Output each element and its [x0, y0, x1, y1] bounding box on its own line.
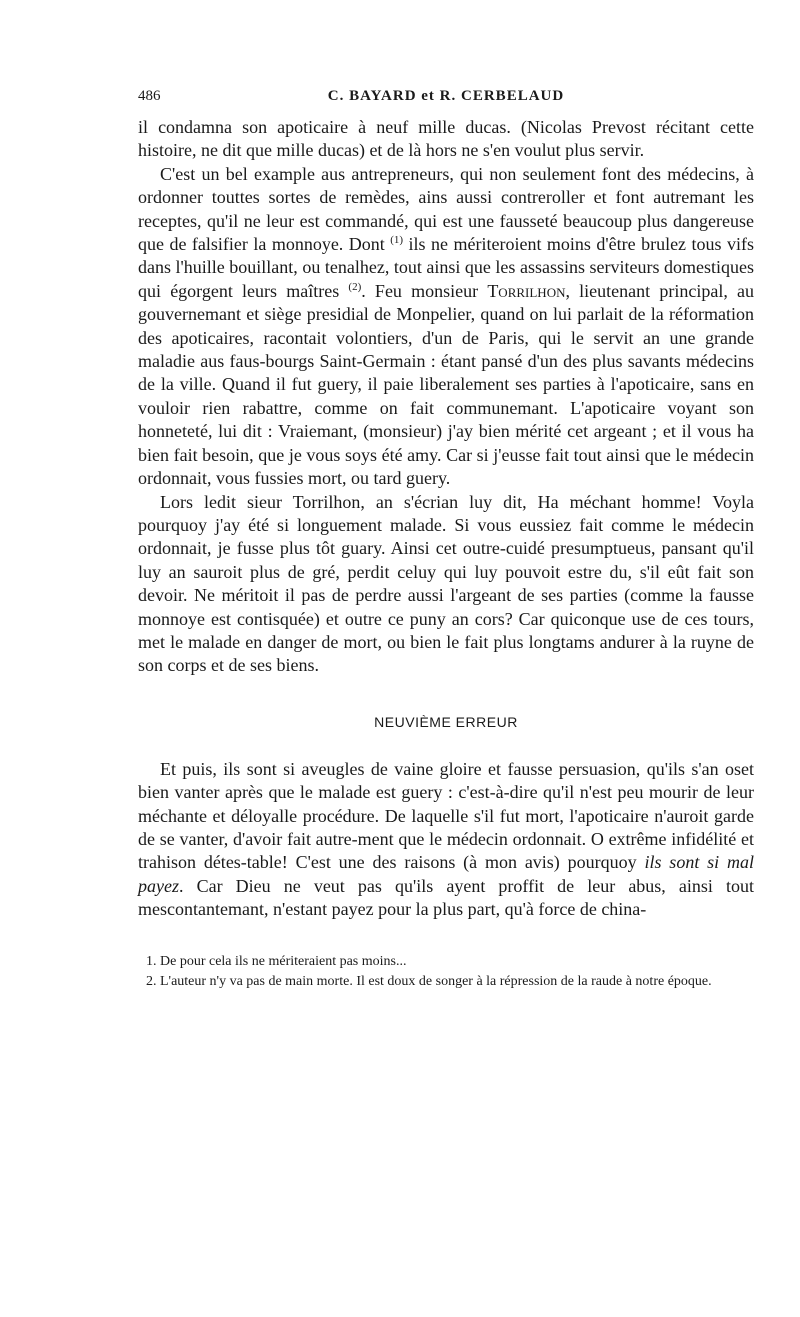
paragraph-4-text-b: . Car Dieu ne veut pas qu'ils ayent proffit de leur abus, ainsi tout mescontantemant, n'estant payez pour la plus part, qu'à force de china-: [138, 875, 754, 920]
paragraph-3-text: Lors ledit sieur Torrilhon, an s'écrian luy dit, Ha méchant homme! Voyla pourquoy j'ay été si longuement malade. Si vous eussiez fait comme le médecin ordonnait, je fusse plus tôt guary. Ainsi cet outre-cuidé presumptueus, pansant qu'il luy an sauroit plus de gré, perdit celuy qui luy pouvoit estre du, s'il eût fait son devoir. Ne méritoit il pas de perdre aussi l'argeant de ses parties (comme la fausse monnoye est contisquée) et outre ce puny an cors? Car quiconque use de ces tours, met le malade en danger de mort, ou bien le fait plus longtams andurer à la ruyne de son corps et de ses biens.: [138, 491, 754, 676]
footnote-1: 1. De pour cela ils ne mériteraient pas moins...: [146, 953, 407, 969]
paragraph-1-text: il condamna son apoticaire à neuf mille ducas. (Nicolas Prevost récitant cette histoire, ne dit que mille ducas) et de là hors ne s'en voulut plus servir.: [138, 117, 754, 161]
footnote-ref-1: (1): [390, 234, 404, 247]
footnotes: [138, 952, 754, 992]
paragraph-2-text-c: . Feu monsieur: [361, 280, 488, 301]
section-title: NEUVIÈME ERREUR: [374, 713, 518, 730]
paragraph-4-italic: ils sont si mal payez: [138, 852, 754, 896]
footnote-ref-2: (2): [348, 280, 362, 293]
page-header: [138, 88, 754, 114]
page-number: 486: [138, 88, 161, 104]
page-body: [138, 116, 754, 922]
paragraph-2-text-d: , lieutenant principal, au gouvernemant et siège presidial de Monpelier, quand on lui parlait de la réformation des apoticaires, racontait volontiers, d'un de Paris, qui le servit an une grande maladie aus faus-bourgs Saint-Germain : étant pansé d'un des plus savants médecins de la ville. Quand il fut guery, il paie liberalement ses parties à l'apoticaire, sans en vouloir rien rabattre, comme on fait communemant. L'apoticaire voyant son honneteté, lui dit : Vraiemant, (monsieur) j'ay bien mérité cet argeant ; et il vous ha bien fait besoin, que je vous soys été amy. Car si j'eusse fait tout ainsi que le médecin ordonnait, vous fussies mort, ou tard guery.: [138, 280, 755, 489]
paragraph-4: [138, 758, 754, 922]
name-torrilhon: Torrilhon: [487, 280, 566, 301]
paragraph-2-text-a: C'est un bel example aus antrepreneurs, qui non seulement font des médecins, à ordonner touttes sortes de remèdes, ains aussi contreroller et font autremant les receptes, qu'il ne leur est commandé, qui est une fausseté beaucoup plus dangereuse que de falsifier la monnoye. Dont: [138, 163, 754, 255]
paragraph-1: [138, 116, 754, 163]
paragraph-3: [138, 491, 754, 678]
paragraph-2-text-b: ils ne mériteroient moins d'être brulez tous vifs dans l'huille bouillant, ou tenalhez, tout ainsi que les assassins serviteurs domestiques qui égorgent leurs maîtres: [138, 234, 754, 301]
paragraph-2: [138, 163, 754, 491]
book-page: [138, 88, 754, 992]
paragraph-4-text-a: Et puis, ils sont si aveugles de vaine gloire et fausse persuasion, qu'ils s'an oset bien vanter après que le malade est guery : c'est-à-dire qu'il n'est peu mourir de leur méchante et déloyalle procédure. De laquelle s'il fut mort, l'apoticaire n'auroit garde de se vanter, d'avoir fait autre-ment que le médecin ordonnait. O extrême infidélité et trahison détes-table! C'est une des raisons (à mon avis) pourquoy: [138, 758, 754, 873]
footnote-2: 2. L'auteur n'y va pas de main morte. Il est doux de songer à la répression de la raude à notre époque.: [146, 973, 712, 989]
running-title: C. BAYARD et R. CERBELAUD: [327, 88, 565, 104]
